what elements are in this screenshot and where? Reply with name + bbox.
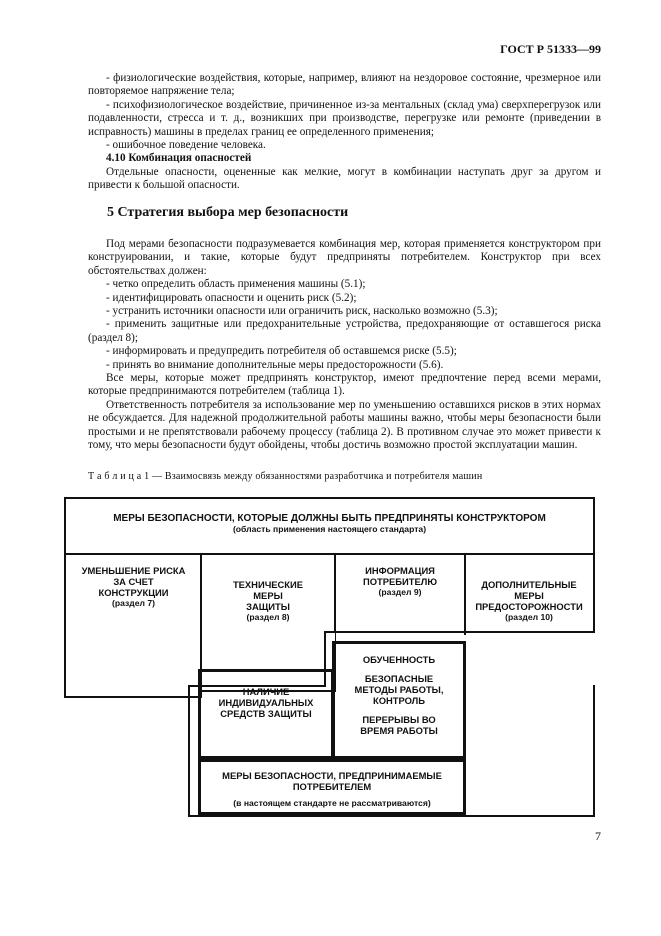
intro-item: - психофизиологическое воздействие, причиненное из-за ментальных (склад ума) сверхперегрузок или подавленности, стресса и т. д., возникших при производстве, перегрузке или ремонте (приведении в исправность) машины в пределах границ ее определенного применения;: [88, 98, 601, 138]
section-body: [88, 238, 601, 453]
user-information-box: [334, 553, 466, 633]
list-item: - применить защитные или предохранительные устройства, предохраняющие от оставшегося риска (раздел 8);: [88, 318, 601, 344]
training-box: [332, 641, 466, 759]
table-caption: Т а б л и ц а 1 — Взаимосвязь между обязанностями разработчика и потребителя машин: [88, 471, 483, 482]
col-label: ЗА СЧЕТ: [113, 576, 154, 587]
document-id: ГОСТ Р 51333—99: [500, 42, 601, 56]
section-paragraph: Под мерами безопасности подразумевается комбинация мер, которая применяется конструктором при конструировании, и такие, которые будут предприняты потребителем. Конструктор при всех обстоятельствах должен:: [88, 238, 601, 277]
training-label: ОБУЧЕННОСТЬ: [362, 654, 436, 665]
user-measures-box: [198, 759, 466, 815]
intro-item: - ошибочное поведение человека.: [106, 139, 266, 152]
list-item: - принять во внимание дополнительные меры предосторожности (5.6).: [106, 358, 444, 371]
col-label: ПОТРЕБИТЕЛЮ: [363, 576, 437, 587]
safe-methods-label: КОНТРОЛЬ: [372, 695, 425, 706]
col-label: ДОПОЛНИТЕЛЬНЫЕ: [481, 579, 577, 590]
col-label: МЕРЫ: [253, 590, 283, 601]
breaks-label: ВРЕМЯ РАБОТЫ: [360, 725, 438, 736]
section-title: 5 Стратегия выбора мер безопасности: [107, 205, 349, 220]
col-label: ЗАЩИТЫ: [246, 601, 290, 612]
col-label: УМЕНЬШЕНИЕ РИСКА: [81, 565, 186, 576]
breaks-label: ПЕРЕРЫВЫ ВО: [362, 714, 436, 725]
user-area-step-right: [464, 631, 466, 635]
ppe-label: СРЕДСТВ ЗАЩИТЫ: [220, 708, 312, 719]
col-label: МЕРЫ: [514, 590, 544, 601]
list-item: - устранить источники опасности или ограничить риск, насколько возможно (5.3);: [106, 305, 498, 318]
ppe-label: ИНДИВИДУАЛЬНЫХ: [218, 697, 314, 708]
designer-measures-box: [64, 497, 595, 555]
list-item: - идентифицировать опасности и оценить риск (5.2);: [106, 291, 357, 304]
col-ref: (раздел 8): [246, 612, 290, 622]
col-label: ТЕХНИЧЕСКИЕ: [232, 579, 304, 590]
designer-subtitle: (область применения настоящего стандарта): [232, 524, 427, 534]
user-title: ПОТРЕБИТЕЛЕМ: [292, 781, 372, 792]
col-label: КОНСТРУКЦИИ: [98, 587, 169, 598]
user-area-top-mid: [324, 631, 466, 633]
list-item: - четко определить область применения машины (5.1);: [106, 278, 366, 291]
col-ref: (раздел 10): [505, 612, 553, 622]
intro-item: - физиологические воздействия, которые, например, влияют на нездоровое состояние, чрезмерное или повторяемое напряжение тела;: [88, 72, 601, 98]
section-paragraph: Ответственность потребителя за использование мер по уменьшению оставшихся рисков в этих нормах не обсуждается. Для надежной продолжительной работы машины важно, чтобы меры безопасности были простыми и не препятствовали рабочему процессу (таблица 2). В противном случае это может привести к тому, что меры безопасности будут обойдены, чтобы достичь возможно простой эксплуатации машин.: [88, 398, 601, 452]
safe-methods-label: МЕТОДЫ РАБОТЫ,: [354, 684, 444, 695]
section-paragraph: Все меры, которые может предпринять конструктор, имеют предпочтение перед всеми мерами, которые предпринимаются потребителем (таблица 1).: [88, 372, 601, 398]
responsibility-diagram: [64, 497, 595, 817]
subsection-text: Отдельные опасности, оцененные как мелкие, могут в комбинации наступать друг за другом и привести к большой опасности.: [88, 165, 601, 192]
subsection-title: 4.10 Комбинация опасностей: [106, 152, 252, 165]
col-ref: (раздел 9): [378, 587, 422, 597]
col-label: ИНФОРМАЦИЯ: [365, 565, 435, 576]
user-title: МЕРЫ БЕЗОПАСНОСТИ, ПРЕДПРИНИМАЕМЫЕ: [222, 770, 442, 781]
additional-precautions-box: [464, 553, 595, 633]
safe-methods-label: БЕЗОПАСНЫЕ: [364, 673, 434, 684]
design-risk-reduction-box: [64, 553, 202, 698]
col-label: ПРЕДОСТОРОЖНОСТИ: [475, 601, 583, 612]
col-ref: (раздел 7): [112, 598, 155, 608]
designer-title: МЕРЫ БЕЗОПАСНОСТИ, КОТОРЫЕ ДОЛЖНЫ БЫТЬ ПРЕДПРИНЯТЫ КОНСТРУКТОРОМ: [113, 513, 546, 524]
ppe-label: НАЛИЧИЕ: [242, 686, 290, 697]
page-number: 7: [595, 829, 601, 843]
ppe-box: [198, 669, 334, 759]
list-item: - информировать и предупредить потребителя об оставшемся риске (5.5);: [106, 345, 457, 358]
user-subtitle: (в настоящем стандарте не рассматриваются): [233, 798, 431, 808]
intro-block: [88, 72, 601, 193]
